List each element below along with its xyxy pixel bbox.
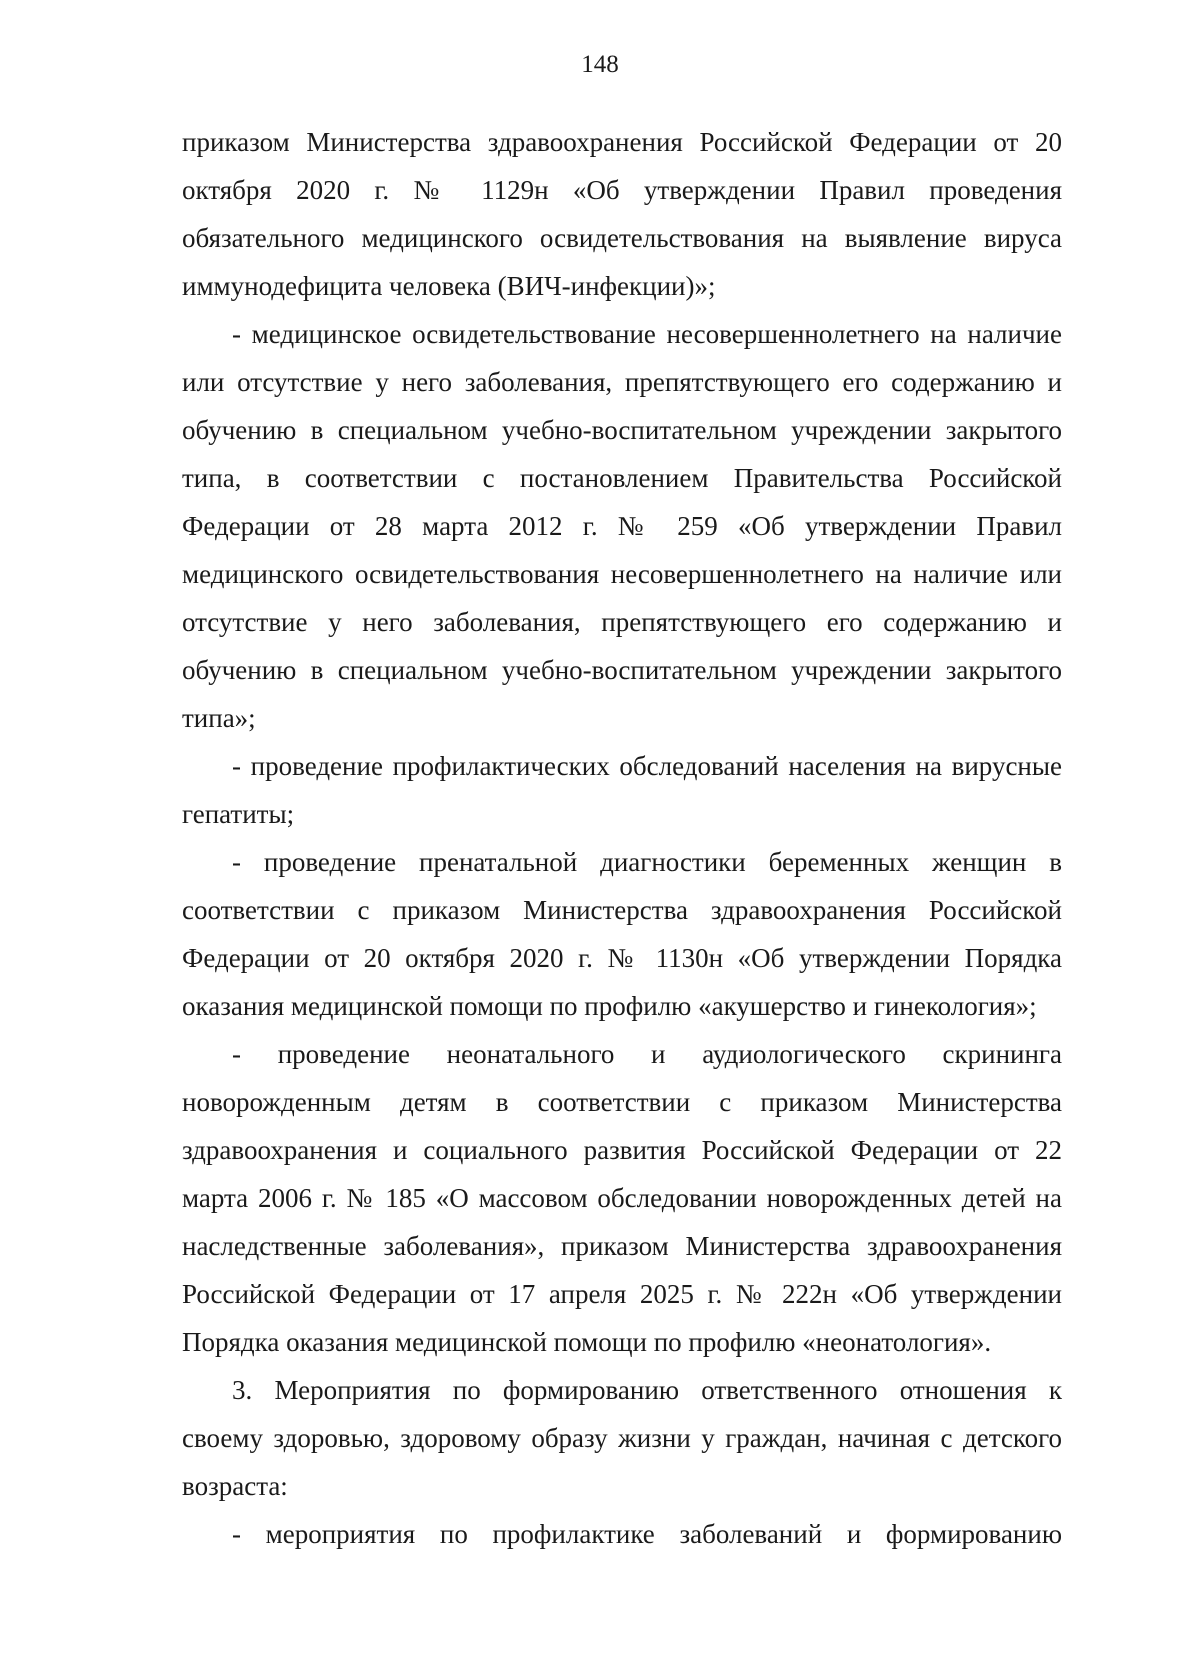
text-line: 3. Мероприятия по формированию ответственного отношения к xyxy=(232,1375,1062,1405)
text-line: типа»; xyxy=(182,703,256,733)
text-line: - проведение пренатальной диагностики беременных женщин в xyxy=(232,847,1062,877)
text-line: обязательного медицинского освидетельствования на выявление вируса xyxy=(182,223,1062,253)
text-line: - мероприятия по профилактике заболеваний и формированию xyxy=(232,1519,1062,1549)
paragraph-disease-prevention-measures xyxy=(182,1510,1062,1558)
text-line: отсутствие у него заболевания, препятствующего его содержанию и xyxy=(182,607,1062,637)
paragraph-hiv-order-continuation xyxy=(182,118,1062,310)
text-line: приказом Министерства здравоохранения Российской Федерации от 20 xyxy=(182,127,1062,157)
text-line: октября 2020 г. № 1129н «Об утверждении Правил проведения xyxy=(182,175,1062,205)
text-line: оказания медицинской помощи по профилю «акушерство и гинекология»; xyxy=(182,991,1037,1021)
text-line: наследственные заболевания», приказом Министерства здравоохранения xyxy=(182,1231,1062,1261)
paragraph-hepatitis-screening xyxy=(182,742,1062,838)
text-line: соответствии с приказом Министерства здравоохранения Российской xyxy=(182,895,1062,925)
paragraph-prenatal-diagnostics xyxy=(182,838,1062,1030)
text-line: Порядка оказания медицинской помощи по профилю «неонатология». xyxy=(182,1327,992,1357)
text-line: марта 2006 г. № 185 «О массовом обследовании новорожденных детей на xyxy=(182,1183,1062,1213)
paragraph-neonatal-screening xyxy=(182,1030,1062,1366)
text-line: или отсутствие у него заболевания, препятствующего его содержанию и xyxy=(182,367,1062,397)
text-line: обучению в специальном учебно-воспитательном учреждении закрытого xyxy=(182,415,1062,445)
paragraph-section-3-healthy-lifestyle xyxy=(182,1366,1062,1510)
text-line: здравоохранения и социального развития Российской Федерации от 22 xyxy=(182,1135,1062,1165)
text-line: своему здоровью, здоровому образу жизни у граждан, начиная с детского xyxy=(182,1423,1062,1453)
text-line: - проведение профилактических обследований населения на вирусные xyxy=(232,751,1062,781)
text-line: гепатиты; xyxy=(182,799,295,829)
paragraph-minor-medical-examination xyxy=(182,310,1062,742)
text-line: Российской Федерации от 17 апреля 2025 г. № 222н «Об утверждении xyxy=(182,1279,1062,1309)
document-body xyxy=(182,118,1062,1558)
page-number: 148 xyxy=(581,51,619,78)
text-line: новорожденным детям в соответствии с приказом Министерства xyxy=(182,1087,1062,1117)
text-line: - проведение неонатального и аудиологического скрининга xyxy=(232,1039,1062,1069)
text-line: медицинского освидетельствования несовершеннолетнего на наличие или xyxy=(182,559,1062,589)
text-line: обучению в специальном учебно-воспитательном учреждении закрытого xyxy=(182,655,1062,685)
text-line: Федерации от 28 марта 2012 г. № 259 «Об утверждении Правил xyxy=(182,511,1062,541)
text-line: типа, в соответствии с постановлением Правительства Российской xyxy=(182,463,1062,493)
text-line: - медицинское освидетельствование несовершеннолетнего на наличие xyxy=(232,319,1062,349)
text-line: иммунодефицита человека (ВИЧ-инфекции)»; xyxy=(182,271,716,301)
text-line: Федерации от 20 октября 2020 г. № 1130н «Об утверждении Порядка xyxy=(182,943,1062,973)
text-line: возраста: xyxy=(182,1471,288,1501)
